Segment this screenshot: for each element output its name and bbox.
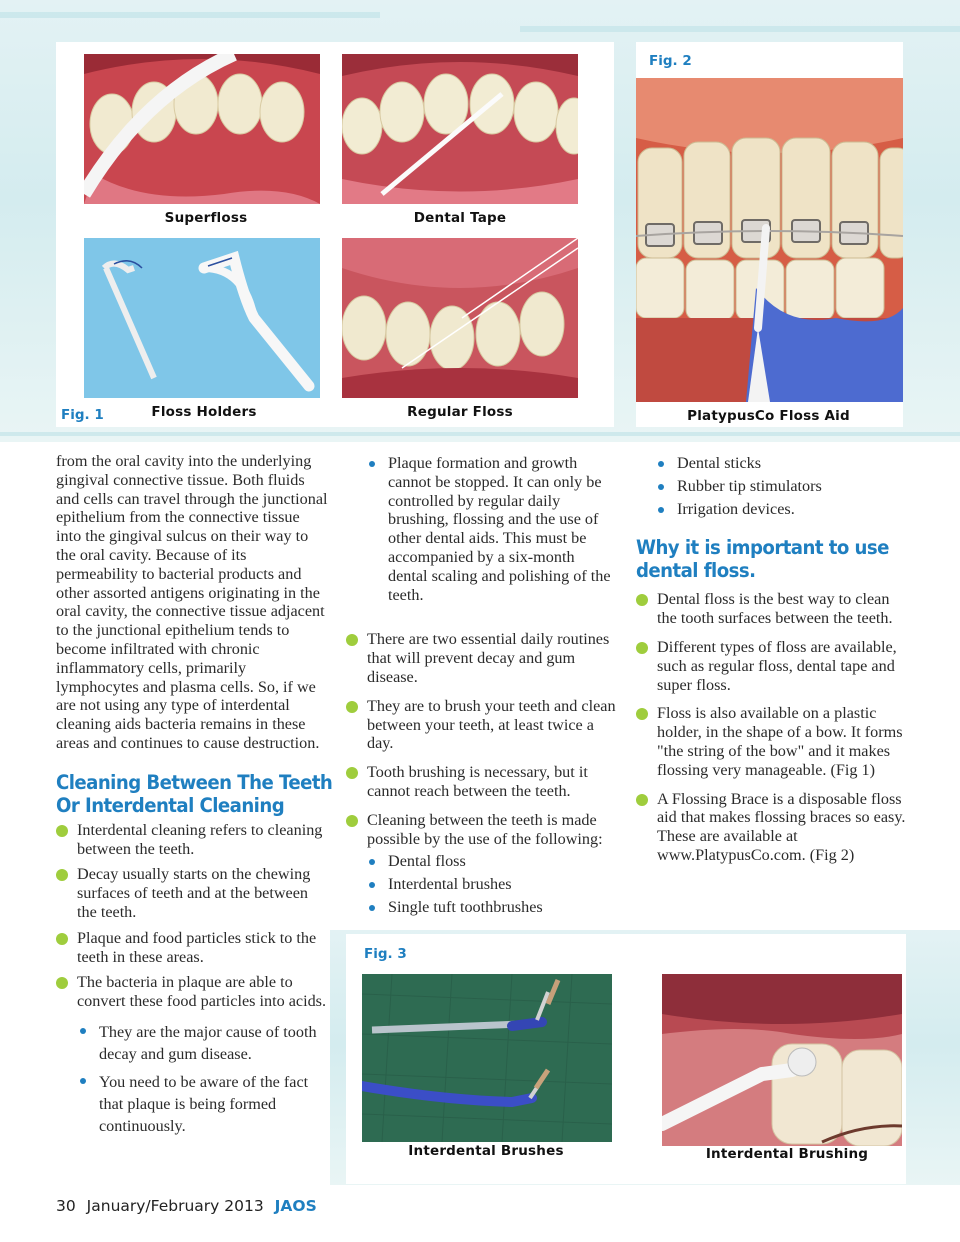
heading-line-1: Why it is important to use bbox=[636, 536, 889, 560]
list-item: Tooth brushing is necessary, but it cannot reach between the teeth. bbox=[346, 763, 618, 801]
column-1 bbox=[56, 452, 333, 1137]
caption-floss-holders: Floss Holders bbox=[151, 404, 257, 420]
list-item: Dental floss is the best way to clean the tooth surfaces between the teeth. bbox=[636, 590, 906, 628]
magazine-name: JAOS bbox=[274, 1197, 317, 1215]
decor-stripe bbox=[0, 432, 960, 436]
issue-date: January/February 2013 bbox=[86, 1197, 264, 1215]
sub-list-item: Interdental brushes bbox=[367, 875, 618, 894]
column-2 bbox=[346, 454, 618, 917]
figure-3 bbox=[346, 934, 906, 1184]
intro-paragraph: from the oral cavity into the underlying gingival connective tissue. Both fluids and cells can travel through the junctional epithelium from the connective tissue into the gingival sulcus on their way to the oral cavity. Because of its permeability to bacterial products and other assorted antigens originating in the oral cavity, the connective tissue adjacent to the junctional epithelium tends to become infiltrated with chronic inflammatory cells, primarily lymphocytes and plasma cells. So, if we are not using any type of interdental cleaning aids bacteria remains in these areas and continues to cause destruction. bbox=[56, 452, 328, 752]
figure-2 bbox=[636, 42, 903, 427]
sub-list-item: Irrigation devices. bbox=[656, 500, 906, 519]
sub-list-item: They are the major cause of tooth decay and gum disease. bbox=[78, 1021, 328, 1065]
heading-line-2: dental floss. bbox=[636, 559, 756, 583]
sub-list-item: Dental sticks bbox=[656, 454, 906, 473]
sub-list-item: Single tuft toothbrushes bbox=[367, 898, 618, 917]
list-item: Decay usually starts on the chewing surfaces of teeth and at the between the teeth. bbox=[56, 865, 328, 921]
fig-2-label: Fig. 2 bbox=[649, 53, 692, 69]
interdental-brushing-photo bbox=[662, 974, 902, 1146]
column-3 bbox=[636, 454, 906, 865]
page-footer bbox=[56, 1197, 317, 1215]
list-item: Plaque and food particles stick to the teeth in these areas. bbox=[56, 929, 328, 967]
caption-superfloss: Superfloss bbox=[164, 210, 248, 226]
caption-regular-floss: Regular Floss bbox=[407, 404, 513, 420]
list-item: Cleaning between the teeth is made possible by the use of the following: bbox=[346, 811, 618, 849]
figure-1 bbox=[56, 42, 614, 427]
section-heading-dental-floss bbox=[636, 536, 887, 582]
page-number: 30 bbox=[56, 1197, 76, 1215]
heading-line-2: Or Interdental Cleaning bbox=[56, 793, 285, 817]
decor-stripe bbox=[520, 26, 960, 32]
caption-interdental-brushing: Interdental Brushing bbox=[705, 1146, 869, 1162]
caption-dental-tape: Dental Tape bbox=[413, 210, 507, 226]
regular-floss-photo bbox=[342, 238, 578, 398]
decor-stripe bbox=[0, 12, 380, 18]
list-item: Plaque formation and growth cannot be stopped. It can only be controlled by regular daily brushing, flossing and the use of other dental aids. This must be accompanied by a six-month dental scaling and polishing of the teeth. bbox=[367, 454, 618, 604]
list-item: A Flossing Brace is a disposable floss aid that makes flossing braces so easy. These are available at www.PlatypusCo.com. (Fig 2) bbox=[636, 790, 906, 865]
sub-list-item: You need to be aware of the fact that plaque is being formed continuously. bbox=[78, 1071, 328, 1137]
fig-1-label: Fig. 1 bbox=[61, 407, 104, 423]
fig-3-label: Fig. 3 bbox=[364, 946, 407, 962]
list-item: The bacteria in plaque are able to convert these food particles into acids. bbox=[56, 973, 328, 1011]
interdental-brushes-photo bbox=[362, 974, 612, 1142]
caption-platypusco-floss-aid: PlatypusCo Floss Aid bbox=[687, 408, 850, 424]
list-item: They are to brush your teeth and clean between your teeth, at least twice a day. bbox=[346, 697, 618, 753]
heading-line-1: Cleaning Between The Teeth bbox=[56, 770, 333, 794]
dental-tape-photo bbox=[342, 54, 578, 204]
list-item: Floss is also available on a plastic holder, in the shape of a bow. It forms "the string of the bow" and it makes flossing very manageable. (Fig 1) bbox=[636, 704, 906, 779]
platypusco-floss-aid-photo bbox=[636, 78, 903, 402]
list-item: Different types of floss are available, such as regular floss, dental tape and super floss. bbox=[636, 638, 906, 694]
section-heading-interdental bbox=[56, 770, 333, 817]
caption-interdental-brushes: Interdental Brushes bbox=[408, 1143, 564, 1159]
list-item: Interdental cleaning refers to cleaning between the teeth. bbox=[56, 821, 328, 859]
sub-list-item: Dental floss bbox=[367, 852, 618, 871]
superfloss-photo bbox=[84, 54, 320, 204]
sub-list-item: Rubber tip stimulators bbox=[656, 477, 906, 496]
list-item: There are two essential daily routines that will prevent decay and gum disease. bbox=[346, 630, 618, 686]
floss-holders-photo bbox=[84, 238, 320, 398]
